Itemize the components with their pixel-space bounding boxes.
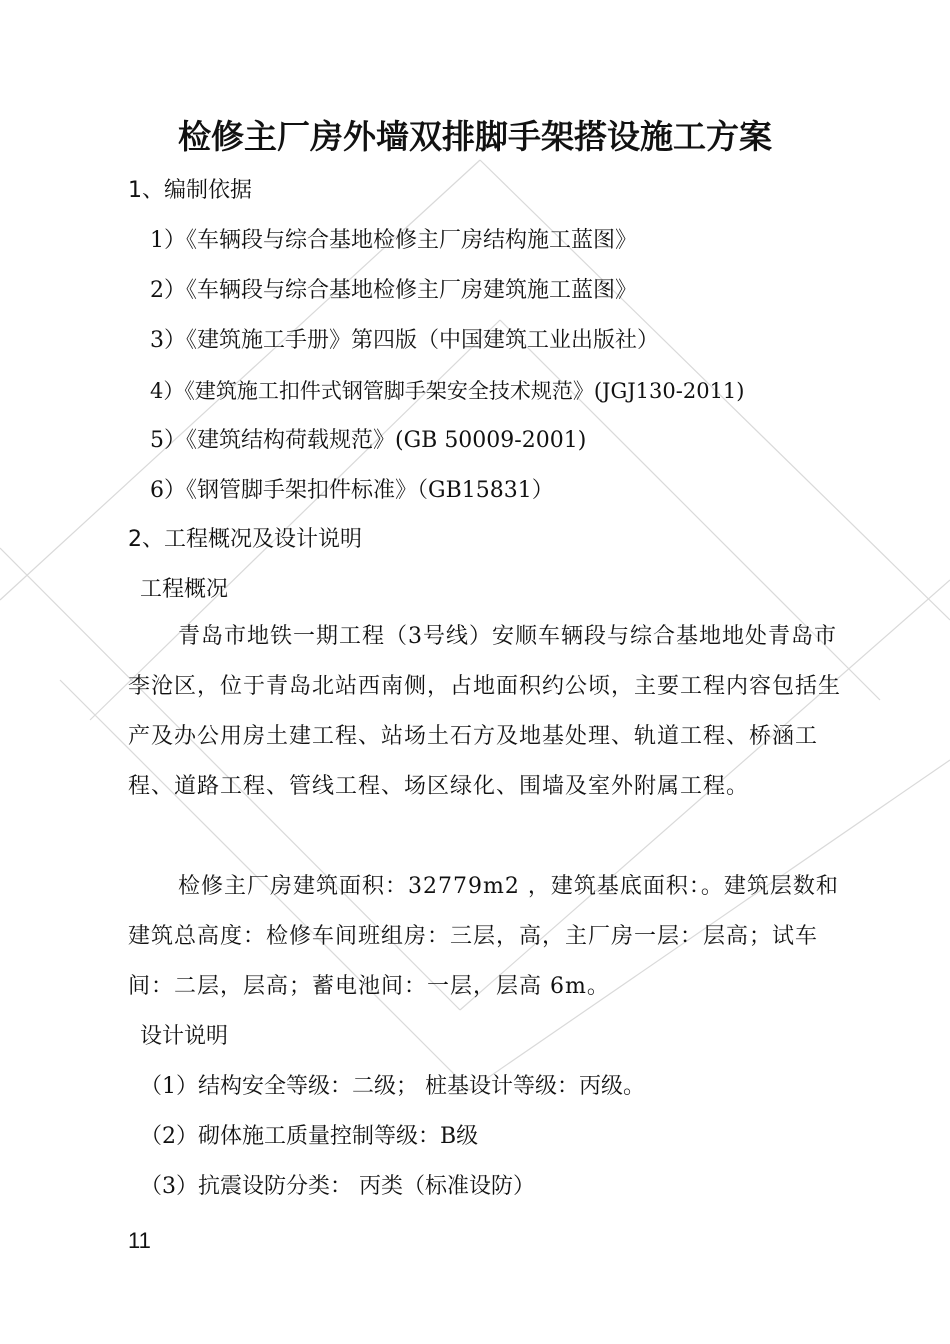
section-2-heading: 2、工程概况及设计说明 [128,527,362,552]
section-1-heading: 1、编制依据 [128,178,252,203]
reference-item-6: 6）《钢管脚手架扣件标准》（GB15831） [150,478,554,503]
overview-heading: 工程概况 [140,577,229,602]
reference-item-5: 5）《建筑结构荷载规范》(GB 50009-2001) [150,428,587,453]
reference-item-4: 4）《建筑施工扣件式钢管脚手架安全技术规范》(JGJ130-2011) [150,379,745,403]
overview-paragraph-1: 青岛市地铁一期工程（3号线）安顺车辆段与综合基地地处青岛市李沧区，位于青岛北站西南侧，占地面积约公顷，主要工程内容包括生产及办公用房土建工程、站场土石方及地基处理、轨道工程、桥涵工程、道路工程、管线工程、场区绿化、围墙及室外附属工程。 [128,624,842,799]
design-item-1: （1）结构安全等级：二级； 桩基设计等级：丙级。 [140,1074,645,1099]
design-item-2: （2）砌体施工质量控制等级：B级 [140,1124,479,1149]
document-title: 检修主厂房外墙双排脚手架搭设施工方案 [178,117,772,156]
overview-paragraph-2: 检修主厂房建筑面积：32779m2 ，建筑基底面积：。建筑层数和建筑总高度：检修车间班组房：三层，高，主厂房一层：层高；试车间：二层，层高；蓄电池间：一层，层高 6m。 [128,874,839,999]
page-number: 11 [128,1228,151,1253]
design-item-3: （3）抗震设防分类： 丙类（标准设防） [140,1174,535,1199]
design-heading: 设计说明 [140,1024,229,1049]
reference-item-2: 2）《车辆段与综合基地检修主厂房建筑施工蓝图》 [150,278,637,303]
reference-item-1: 1）《车辆段与综合基地检修主厂房结构施工蓝图》 [150,228,637,253]
reference-item-3: 3）《建筑施工手册》第四版（中国建筑工业出版社） [150,328,659,353]
